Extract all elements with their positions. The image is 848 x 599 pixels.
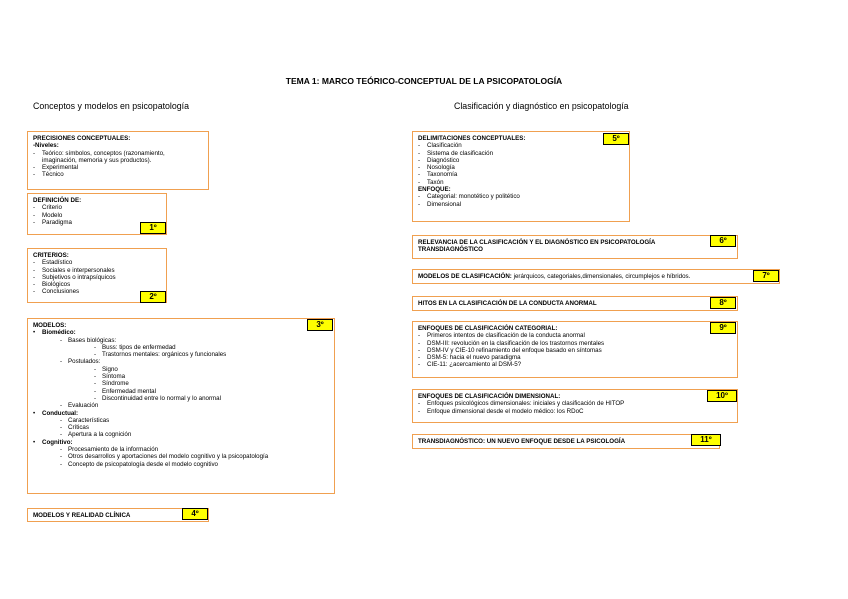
badge-1: 1º: [140, 222, 166, 234]
list-item: - Concepto de psicopatología desde el modelo cognitivo: [33, 461, 329, 468]
list-item: - Síntoma: [33, 373, 329, 380]
list-item: - Categorial: monotético y politético: [418, 193, 624, 200]
hitos-box: [412, 296, 738, 311]
delimitaciones-list: [418, 142, 624, 186]
modelos-clasificacion-box: [412, 269, 780, 284]
categorial-title: ENFOQUES DE CLASIFICACIÓN CATEGORIAL:: [418, 325, 558, 332]
list-item: - Primeros intentos de clasificación de la conducta anormal: [418, 332, 732, 339]
transdiagnostico-box: [412, 434, 720, 449]
list-item: - Sociales e interpersonales: [33, 267, 161, 274]
list-item: - Apertura a la cognición: [33, 431, 329, 438]
list-item: • Biomédico:: [33, 329, 329, 336]
list-item: - Teórico: símbolos, conceptos (razonamiento,: [33, 150, 203, 157]
enfoque-title: ENFOQUE:: [418, 186, 451, 194]
delimitaciones-title: DELIMITACIONES CONCEPTUALES:: [418, 135, 526, 142]
dimensional-box: [412, 389, 738, 423]
list-item: - Sistema de clasificación: [418, 150, 624, 157]
list-item: - Bases biológicas:: [33, 337, 329, 344]
categorial-list: [418, 332, 732, 368]
hitos-title: HITOS EN LA CLASIFICACIÓN DE LA CONDUCTA ANORMAL: [418, 300, 597, 307]
realidad-title: MODELOS Y REALIDAD CLÍNICA: [33, 512, 131, 519]
precisiones-title: PRECISIONES CONCEPTUALES:: [33, 135, 131, 142]
dimensional-list: [418, 400, 732, 415]
list-item: - DSM-5: hacia el nuevo paradigma: [418, 354, 732, 361]
precisiones-subtitle: -Niveles:: [33, 142, 59, 150]
list-item: - Clasificación: [418, 142, 624, 149]
list-item: - DSM-IV y CIE-10 refinamiento del enfoque basado en síntomas: [418, 347, 732, 354]
precisiones-box: [27, 131, 209, 190]
list-item: - Paradigma: [33, 219, 161, 226]
modelos-clasificacion-title: MODELOS DE CLASIFICACIÓN:: [418, 273, 512, 280]
list-item: - DSM-III: revolución en la clasificación de los trastornos mentales: [418, 340, 732, 347]
list-item: - Enfoque dimensional desde el modelo médico: los RDoC: [418, 408, 732, 415]
badge-6: 6º: [710, 235, 736, 247]
list-item: - Síndrome: [33, 380, 329, 387]
relevancia-line1: RELEVANCIA DE LA CLASIFICACIÓN Y EL DIAGNÓSTICO EN PSICOPATOLOGÍA: [418, 239, 656, 246]
modelos-list: [33, 329, 329, 468]
list-item: - Diagnóstico: [418, 157, 624, 164]
list-item: - Técnico: [33, 171, 203, 178]
list-item: - Críticas: [33, 424, 329, 431]
list-item: - Biológicos: [33, 281, 161, 288]
left-column-heading: Conceptos y modelos en psicopatología: [33, 101, 189, 111]
list-item: • Conductual:: [33, 410, 329, 417]
badge-9: 9º: [710, 322, 736, 334]
badge-2: 2º: [140, 291, 166, 303]
badge-3: 3º: [307, 319, 333, 331]
list-item: - Signo: [33, 366, 329, 373]
list-item: - Postulados:: [33, 358, 329, 365]
modelos-clasificacion-text: jerárquicos, categoriales,dimensionales, circumplejos e híbridos.: [511, 273, 691, 280]
badge-5: 5º: [603, 133, 629, 145]
document-title: TEMA 1: MARCO TEÓRICO-CONCEPTUAL DE LA PSICOPATOLOGÍA: [285, 76, 563, 86]
list-item: - Enfermedad mental: [33, 388, 329, 395]
list-item: - Discontinuidad entre lo normal y lo anormal: [33, 395, 329, 402]
dimensional-title: ENFOQUES DE CLASIFICACIÓN DIMENSIONAL:: [418, 393, 561, 400]
definicion-title: DEFINICIÓN DE:: [33, 197, 82, 204]
list-item: - Subjetivos o intrapsíquicos: [33, 274, 161, 281]
list-item: - Dimensional: [418, 201, 624, 208]
badge-4: 4º: [182, 508, 208, 520]
criterios-title: CRITERIOS:: [33, 252, 69, 259]
list-item: - Estadístico: [33, 259, 161, 266]
modelos-title: MODELOS:: [33, 322, 67, 329]
list-item: - Otros desarrollos y aportaciones del modelo cognitivo y la psicopatología: [33, 453, 329, 460]
relevancia-box: [412, 235, 738, 259]
list-item: - CIE-11: ¿acercamiento al DSM-5?: [418, 361, 732, 368]
list-item-continuation: imaginación, memoria y sus productos).: [42, 156, 152, 164]
list-item: - Características: [33, 417, 329, 424]
badge-7: 7º: [753, 270, 779, 282]
list-item: - Modelo: [33, 212, 161, 219]
enfoque-list: [418, 193, 624, 208]
list-item: - Taxonomía: [418, 171, 624, 178]
list-item: • Cognitivo:: [33, 439, 329, 446]
relevancia-line2: TRANSDIAGNÓSTICO: [418, 246, 483, 254]
list-item: - Nosología: [418, 164, 624, 171]
right-column-heading: Clasificación y diagnóstico en psicopatología: [454, 101, 629, 111]
precisiones-list: [33, 150, 203, 179]
list-item: - Procesamiento de la información: [33, 446, 329, 453]
list-item: - Enfoques psicológicos dimensionales: iniciales y clasificación de HITOP: [418, 400, 732, 407]
list-item: - Experimental: [33, 164, 203, 171]
badge-8: 8º: [710, 297, 736, 309]
badge-11: 11º: [691, 434, 721, 446]
badge-10: 10º: [707, 390, 737, 402]
categorial-box: [412, 321, 738, 378]
modelos-box: [27, 318, 335, 494]
transdiagnostico-title: TRANSDIAGNÓSTICO: UN NUEVO ENFOQUE DESDE LA PSICOLOGÍA: [418, 438, 626, 445]
delimitaciones-box: [412, 131, 630, 222]
list-item: - Trastornos mentales: orgánicos y funcionales: [33, 351, 329, 358]
list-item: - Evaluación: [33, 402, 329, 409]
list-item: - Criterio: [33, 204, 161, 211]
list-item: - Buss: tipos de enfermedad: [33, 344, 329, 351]
list-item: - Taxón: [418, 179, 624, 186]
list-item: - Conclusiones: [33, 288, 161, 295]
